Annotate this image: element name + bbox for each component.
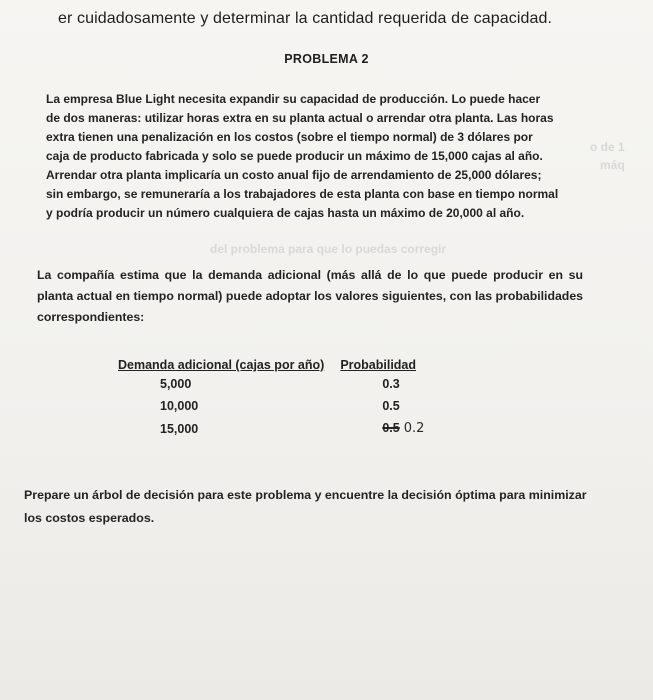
demand-value: 5,000 <box>160 377 192 391</box>
paragraph-intro <box>46 90 576 223</box>
struck-probability-value: 0.5 <box>382 421 400 435</box>
paragraph-line: y podría producir un número cualquiera de cajas hasta un máximo de 20,000 al año. <box>46 206 525 220</box>
probability-value: 0.3 <box>382 377 400 391</box>
header-fragment: er cuidadosamente y determinar la cantidad requerida de capacidad. <box>58 10 553 27</box>
demand-table <box>118 358 424 444</box>
paragraph-line: extra tienen una penalización en los costos (sobre el tiempo normal) de 3 dólares por <box>46 130 533 144</box>
paragraph-line: La empresa Blue Light necesita expandir su capacidad de producción. Lo puede hacer <box>46 92 541 106</box>
demand-value: 15,000 <box>160 421 199 436</box>
bleed-through-text: o de 1 <box>590 140 625 154</box>
paragraph-instructions: Prepare un árbol de decisión para este problema y encuentre la decisión óptima para minimizar los costos esperados. <box>24 488 587 525</box>
probability-cell <box>340 421 424 444</box>
paragraph-line: caja de producto fabricada y solo se puede producir un máximo de 15,000 cajas al año. <box>46 149 543 163</box>
paragraph-line: de dos maneras: utilizar horas extra en su planta actual o arrendar otra planta. Las horas <box>46 111 554 125</box>
demand-value: 10,000 <box>160 399 199 413</box>
paragraph-demand: La compañía estima que la demanda adicional (más allá de lo que puede producir en su planta actual en tiempo normal) puede adoptar los valores siguientes, con las probabilidades correspondientes: <box>37 268 583 324</box>
table-row <box>118 377 424 399</box>
header-probability: Probabilidad <box>340 358 417 372</box>
table-header-row <box>118 358 424 377</box>
table-row <box>118 399 424 421</box>
paragraph-line: Arrendar otra planta implicaría un costo anual fijo de arrendamiento de 25,000 dólares; <box>46 168 542 182</box>
header-demand: Demanda adicional (cajas por año) <box>118 358 325 372</box>
bleed-through-text: máq <box>600 158 625 172</box>
bleed-through-text: del problema para que lo puedas corregir <box>210 242 447 256</box>
paragraph-line: sin embargo, se remuneraría a los trabajadores de esta planta con base en tiempo normal <box>46 187 559 201</box>
probability-value: 0.5 <box>382 399 400 413</box>
table-row <box>118 421 424 444</box>
problem-title: PROBLEMA 2 <box>284 52 369 66</box>
handwritten-correction: 0.2 <box>403 421 425 436</box>
